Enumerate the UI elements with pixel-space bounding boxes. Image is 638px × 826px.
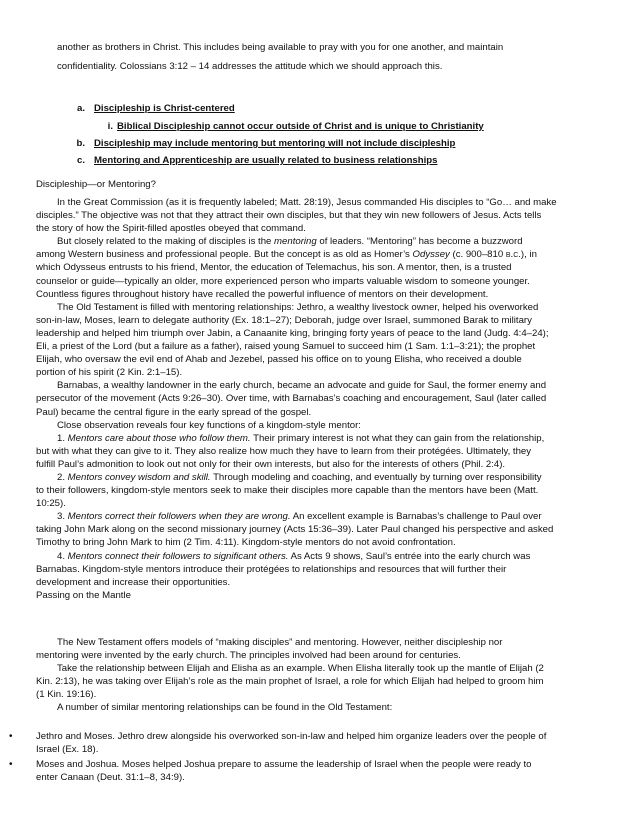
text-line: development and increase their opportunities.	[36, 576, 231, 588]
list-item	[36, 758, 531, 784]
text-line: confidentiality. Colossians 3:12 – 14 addresses the attitude which we should approach this.	[57, 61, 443, 73]
outline-marker: a.	[76, 103, 85, 114]
body-text-2	[36, 636, 544, 715]
outline-marker: c.	[76, 155, 85, 166]
text-line: which Odysseus entrusts to his friend, Mentor, the education of Telemachus, his son. A mentor, then, is a trusted	[36, 262, 512, 274]
text-line: son-in-law, Moses, learn to delegate authority (Ex. 18:1–27); Deborah, judge over Israel, summoned Barak to military	[36, 314, 532, 326]
outline-marker: b.	[76, 138, 85, 149]
text-line: 1. Mentors care about those who follow them. Their primary interest is not what they can gain from the relationship,	[57, 432, 545, 444]
text-line: to their followers, kingdom-style mentors seek to make their disciples more capable than the mentors have been (Matt.	[36, 485, 539, 497]
text-line: Kin. 2:13), he was taking over Elijah’s role as the main prophet of Israel, a role for which Elijah had helped to groom him	[36, 676, 544, 688]
text-line: among Western business and professional people. But the concept is as old as Homer’s Odyssey (c. 900–810 b.c.), in	[36, 249, 537, 261]
text-line: A number of similar mentoring relationships can be found in the Old Testament:	[57, 702, 393, 714]
text-line: leadership and helped him triumph over Jabin, a Canaanite king, bringing forty years of peace to the land (Judg. 4:4–24);	[36, 327, 549, 339]
text-line: Jethro and Moses. Jethro drew alongside his overworked son-in-law and helped him organize leaders over the people of	[36, 731, 547, 742]
text-line: Israel (Ex. 18).	[36, 744, 99, 756]
text-line: but with what they can give to it. They also realize how much they have to learn from their protégées. Ultimately, they	[36, 445, 532, 457]
text-line: portion of his spirit (2 Kin. 2:1–15).	[36, 367, 183, 379]
text-line: mentoring were invented by the early church. The principles involved had been around for centuries.	[36, 650, 461, 662]
text-line: 10:25).	[36, 498, 66, 510]
section-heading: Discipleship—or Mentoring?	[36, 179, 156, 190]
section-heading: Passing on the Mantle	[36, 589, 131, 601]
text-line: (1 Kin. 19:16).	[36, 689, 97, 701]
text-line: taking John Mark along on the second missionary journey (Acts 15:36–39). Later Paul changed his perspective and asked	[36, 524, 554, 536]
text-line: Paul) became the central figure in the early spread of the gospel.	[36, 406, 312, 418]
outline-item-a: Discipleship is Christ-centered	[94, 103, 235, 114]
outline-item-c: Mentoring and Apprenticeship are usually related to business relationships	[94, 155, 438, 166]
bullet-icon: •	[9, 759, 13, 770]
text-line: disciples.” The objective was not that they attract their own disciples, but that they win new followers of Jesus. Acts tells	[36, 210, 542, 222]
text-line: the story of how the Spirit-filled apostles obeyed that command.	[36, 223, 306, 235]
outline-marker: i.	[107, 121, 113, 132]
text-line: Elijah, who oversaw the evil end of Ahab and Jezebel, passed his office on to young Elisha, who received a double	[36, 354, 522, 366]
text-line: enter Canaan (Deut. 31:1–8, 34:9).	[36, 772, 185, 784]
text-line: 3. Mentors correct their followers when they are wrong. An excellent example is Barnabas’s challenge to Paul over	[57, 511, 542, 523]
text-line: Timothy to bring John Mark to him (2 Tim. 4:11). Kingdom-style mentors do not avoid confrontation.	[36, 537, 456, 549]
text-line: Take the relationship between Elijah and Elisha as an example. When Elisha literally took up the mantle of Elijah (2	[57, 663, 544, 675]
text-line: persecutor of the movement (Acts 9:26–30). Over time, with Barnabas’s coaching and encouragement, Saul (later called	[36, 393, 547, 405]
text-line: But closely related to the making of disciples is the mentoring of leaders. “Mentoring” has become a buzzword	[57, 236, 523, 248]
text-line: Barnabas, a wealthy landowner in the early church, became an advocate and guide for Saul, the former enemy and	[57, 380, 547, 392]
text-line: fulfill Paul’s admonition to look out not only for their own interests, but also for the interests of others (Phil. 2:4).	[36, 458, 506, 470]
outline-item-b: Discipleship may include mentoring but mentoring will not include discipleship	[94, 138, 456, 149]
text-line: Barnabas. Kingdom-style mentors introduce their protégées to relationships and resources that will further their	[36, 563, 507, 575]
body-text	[36, 196, 557, 602]
text-line: In the Great Commission (as it is frequently labeled; Matt. 28:19), Jesus commanded His disciples to “Go… and make	[57, 197, 557, 208]
text-line: another as brothers in Christ. This includes being available to pray with you for one another, and maintain	[57, 42, 504, 53]
text-line: counselor or guide—typically an older, more experienced person who imparts valuable wisdom to someone younger.	[36, 275, 530, 287]
text-line: Moses and Joshua. Moses helped Joshua prepare to assume the leadership of Israel when the people were ready to	[36, 759, 532, 770]
list-item	[36, 730, 546, 756]
text-line: 4. Mentors connect their followers to significant others. As Acts 9 shows, Saul’s entrée into the early church was	[57, 550, 531, 562]
text-line: Close observation reveals four key functions of a kingdom-style mentor:	[57, 419, 361, 431]
bullet-icon: •	[9, 731, 13, 742]
text-line: The New Testament offers models of “making disciples” and mentoring. However, neither discipleship nor	[57, 637, 503, 648]
text-line: 2. Mentors convey wisdom and skill. Through modeling and coaching, and eventually by turning over responsibility	[57, 471, 542, 483]
outline-item-i: Biblical Discipleship cannot occur outside of Christ and is unique to Christianity	[117, 121, 484, 132]
text-line: The Old Testament is filled with mentoring relationships: Jethro, a wealthy livestock owner, helped his overworked	[57, 301, 539, 313]
text-line: Eli, a priest of the Lord (but a failure as a father), raised young Samuel to succeed him (1 Sam. 1:1–3:21); the prophet	[36, 341, 536, 353]
top-paragraph	[57, 41, 503, 73]
text-line: Countless figures throughout history have recalled the powerful influence of mentors on their development.	[36, 288, 489, 300]
